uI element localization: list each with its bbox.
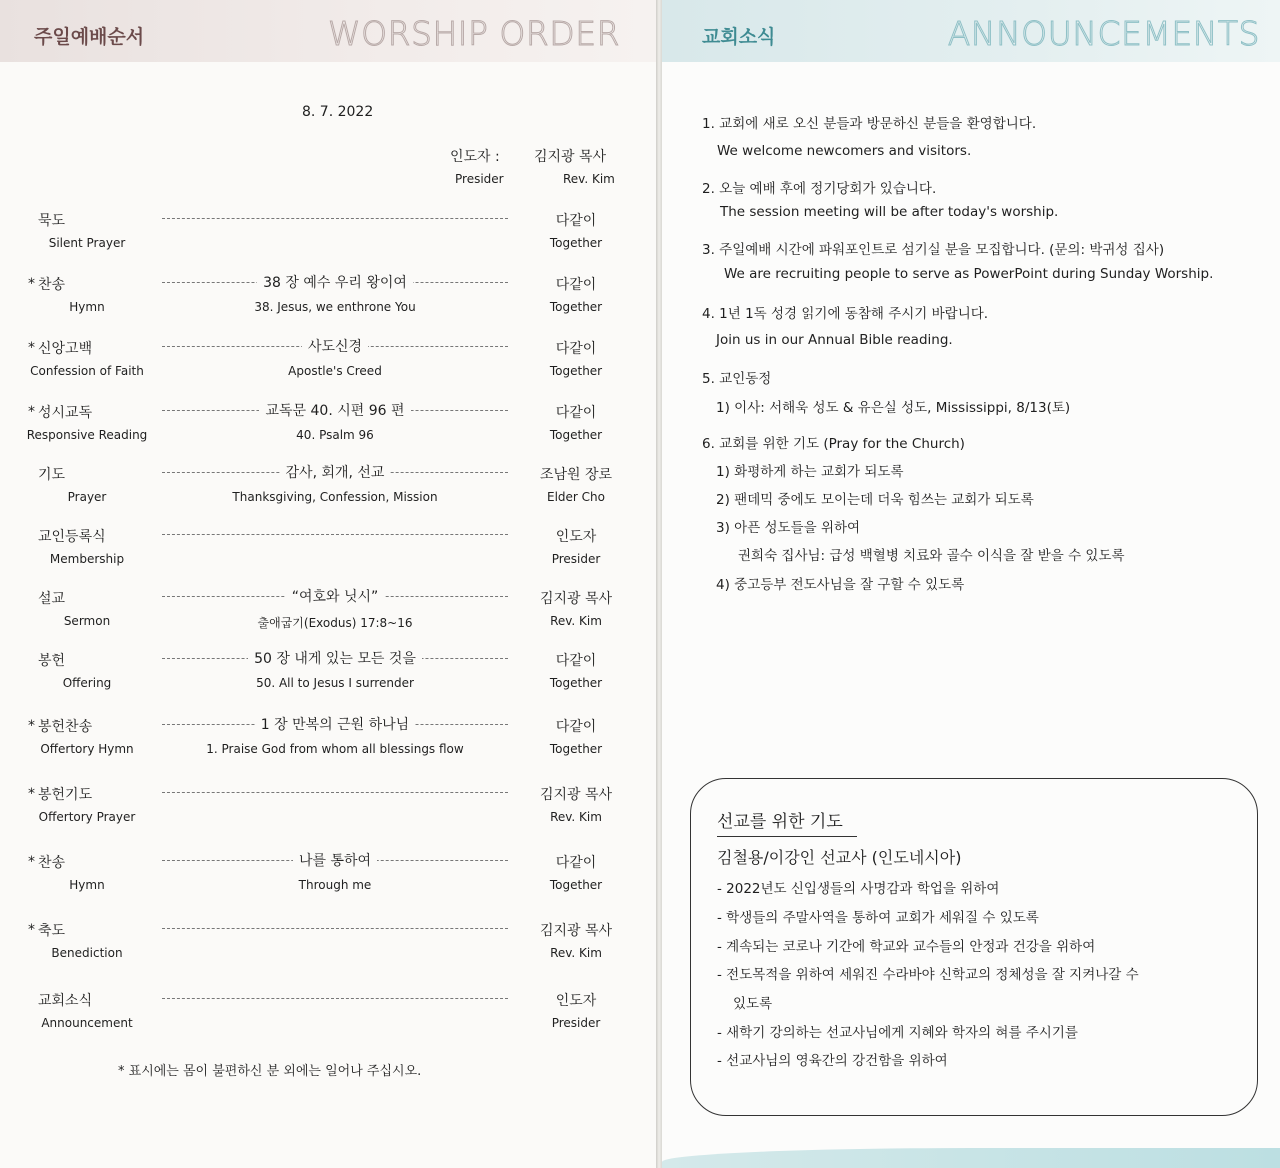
announcement-line: We are recruiting people to serve as PowerPoint during Sunday Worship.	[724, 266, 1214, 282]
order-label-en: Prayer	[67, 490, 107, 504]
order-label-en: Responsive Reading	[26, 428, 148, 442]
order-detail-ko	[162, 272, 508, 292]
worship-order-header	[0, 0, 656, 62]
stand-marker: *	[28, 276, 35, 292]
order-detail-ko-text: 감사, 회개, 선교	[280, 465, 391, 481]
mission-prayer-item: - 학생들의 주말사역을 통하여 교회가 세워질 수 있도록	[717, 910, 1039, 926]
order-detail-ko-text: 38 장 예수 우리 왕이여	[257, 275, 413, 291]
order-label-ko: 묵도	[38, 213, 66, 229]
order-label-ko: 봉헌	[38, 653, 66, 669]
dashed-leader	[162, 218, 508, 219]
order-detail-ko	[162, 648, 508, 668]
order-item	[0, 274, 656, 334]
mission-prayer-item: 있도록	[733, 996, 773, 1012]
order-detail-en: 50. All to Jesus I surrender	[256, 676, 414, 690]
order-item	[0, 920, 656, 980]
order-label-en: Membership	[49, 552, 125, 566]
order-label-en: Offertory Prayer	[38, 810, 136, 824]
order-leader-en: Together	[549, 878, 603, 892]
order-item	[0, 338, 656, 398]
order-leader-en: Together	[549, 236, 603, 250]
announcement-line: We welcome newcomers and visitors.	[717, 143, 972, 159]
presider-name-en: Rev. Kim	[563, 172, 615, 186]
order-leader-ko: 인도자	[555, 529, 597, 545]
order-leader-en: Together	[549, 742, 603, 756]
header-title-en: ANNOUNCEMENTS	[947, 14, 1260, 53]
order-detail-en: Through me	[298, 878, 372, 892]
order-detail-ko	[162, 714, 508, 734]
order-label-en: Benediction	[51, 946, 123, 960]
order-detail-ko-text: 50 장 내게 있는 모든 것을	[248, 651, 422, 667]
order-label-ko: 신앙고백	[38, 341, 93, 357]
stand-marker: *	[28, 854, 35, 870]
decorative-wave	[662, 1148, 1280, 1168]
order-leader-en: Together	[549, 676, 603, 690]
announcement-line: 2. 오늘 예배 후에 정기당회가 있습니다.	[702, 181, 937, 197]
order-leader-ko: 인도자	[555, 993, 597, 1009]
order-leader-en: Rev. Kim	[550, 810, 602, 824]
announcement-line: 3. 주일예배 시간에 파워포인트로 섬기실 분을 모집합니다. (문의: 박귀성 집사)	[702, 242, 1165, 258]
mission-prayer-item: - 전도목적을 위하여 세워진 수라바야 신학교의 정체성을 잘 지켜나갈 수	[717, 967, 1139, 983]
presider-name-ko: 김지광 목사	[534, 149, 607, 165]
order-label-en: Confession of Faith	[30, 364, 144, 378]
order-item	[0, 402, 656, 462]
order-label-ko: 봉헌기도	[38, 787, 93, 803]
order-leader-ko: 다같이	[555, 855, 597, 871]
order-label-ko: 찬송	[38, 855, 66, 871]
mission-prayer-item: - 계속되는 코로나 기간에 학교와 교수들의 안정과 건강을 위하여	[717, 939, 1096, 955]
header-title-en: WORSHIP ORDER	[327, 14, 620, 53]
announcement-line: 4. 1년 1독 성경 읽기에 동참해 주시기 바랍니다.	[702, 306, 989, 322]
order-detail-ko	[162, 400, 508, 420]
announcement-line: 1. 교회에 새로 오신 분들과 방문하신 분들을 환영합니다.	[702, 116, 1037, 132]
order-leader-ko: 다같이	[555, 277, 597, 293]
order-leader-en: Elder Cho	[547, 490, 605, 504]
mission-prayer-subtitle: 김철용/이강인 선교사 (인도네시아)	[717, 848, 962, 867]
order-label-ko: 성시교독	[38, 405, 93, 421]
order-detail-ko	[162, 462, 508, 482]
header-title-ko: 주일예배순서	[34, 26, 145, 48]
order-leader-ko: 김지광 목사	[539, 591, 613, 607]
presider-label-ko: 인도자 :	[450, 149, 500, 165]
order-detail-en: 출애굽기(Exodus) 17:8~16	[257, 616, 413, 630]
mission-prayer-box	[690, 778, 1258, 1116]
announcement-line: Join us in our Annual Bible reading.	[716, 332, 953, 348]
stand-marker: *	[28, 340, 35, 356]
mission-prayer-item: - 2022년도 신입생들의 사명감과 학업을 위하여	[717, 881, 1000, 897]
order-leader-en: Rev. Kim	[550, 946, 602, 960]
announcement-line: The session meeting will be after today's worship.	[720, 204, 1059, 220]
announcements-header	[662, 0, 1280, 62]
order-label-en: Silent Prayer	[48, 236, 126, 250]
order-leader-ko: 다같이	[555, 719, 597, 735]
announcement-line: 4) 중고등부 전도사님을 잘 구할 수 있도록	[716, 577, 965, 593]
order-label-ko: 봉헌찬송	[38, 719, 93, 735]
order-item	[0, 210, 656, 270]
order-detail-ko	[162, 586, 508, 606]
order-label-en: Hymn	[69, 300, 105, 314]
announcement-line: 권희숙 집사님: 급성 백혈병 치료와 골수 이식을 잘 받을 수 있도록	[738, 548, 1125, 564]
order-leader-ko: 다같이	[555, 653, 597, 669]
order-leader-ko: 다같이	[555, 341, 597, 357]
order-item	[0, 588, 656, 648]
order-leader-en: Presider	[551, 1016, 601, 1030]
order-item	[0, 650, 656, 710]
order-label-ko: 설교	[38, 591, 66, 607]
dashed-leader	[162, 792, 508, 793]
mission-prayer-title: 선교를 위한 기도	[717, 807, 857, 837]
stand-marker: *	[28, 404, 35, 420]
order-label-ko: 교회소식	[38, 993, 93, 1009]
order-leader-en: Together	[549, 428, 603, 442]
order-item	[0, 716, 656, 776]
order-detail-en: 40. Psalm 96	[296, 428, 374, 442]
dashed-leader	[162, 998, 508, 999]
announcement-line: 1) 이사: 서해욱 성도 & 유은실 성도, Mississippi, 8/13(토)	[716, 400, 1071, 416]
order-item	[0, 852, 656, 912]
order-detail-ko	[162, 850, 508, 870]
announcement-line: 5. 교인동정	[702, 371, 772, 387]
order-detail-en: 1. Praise God from whom all blessings flow	[206, 742, 464, 756]
order-label-ko: 축도	[38, 923, 66, 939]
service-date: 8. 7. 2022	[302, 104, 374, 120]
stand-marker: *	[28, 718, 35, 734]
order-item	[0, 990, 656, 1050]
order-leader-ko: 김지광 목사	[539, 787, 613, 803]
order-detail-ko-text: 1 장 만복의 근원 하나님	[255, 717, 415, 733]
order-leader-ko: 다같이	[555, 213, 597, 229]
dashed-leader	[162, 534, 508, 535]
announcement-line: 3) 아픈 성도들을 위하여	[716, 520, 861, 536]
order-label-ko: 찬송	[38, 277, 66, 293]
order-label-en: Sermon	[63, 614, 111, 628]
order-detail-ko-text: 사도신경	[302, 339, 368, 355]
mission-prayer-item: - 새학기 강의하는 선교사님에게 지혜와 학자의 혀를 주시기를	[717, 1025, 1078, 1041]
order-item	[0, 526, 656, 586]
order-leader-en: Together	[549, 364, 603, 378]
stand-marker: *	[28, 786, 35, 802]
order-label-en: Announcement	[41, 1016, 133, 1030]
presider-label-en: Presider	[455, 172, 504, 186]
order-detail-ko	[162, 336, 508, 356]
order-label-en: Offertory Hymn	[40, 742, 134, 756]
order-leader-en: Together	[549, 300, 603, 314]
order-leader-ko: 김지광 목사	[539, 923, 613, 939]
order-label-ko: 기도	[38, 467, 66, 483]
order-detail-en: Thanksgiving, Confession, Mission	[232, 490, 438, 504]
order-detail-ko-text: 나를 통하여	[293, 853, 377, 869]
announcement-line: 6. 교회를 위한 기도 (Pray for the Church)	[702, 436, 965, 452]
order-detail-ko-text: “여호와 닛시”	[286, 589, 385, 605]
stand-marker: *	[28, 922, 35, 938]
header-title-ko: 교회소식	[702, 26, 776, 48]
order-detail-en: Apostle's Creed	[288, 364, 382, 378]
order-detail-ko-text: 교독문 40. 시편 96 편	[259, 403, 410, 419]
announcements-page	[662, 0, 1280, 1168]
order-label-en: Offering	[62, 676, 112, 690]
order-item	[0, 464, 656, 524]
order-leader-en: Rev. Kim	[550, 614, 602, 628]
announcement-line: 1) 화평하게 하는 교회가 되도록	[716, 464, 904, 480]
dashed-leader	[162, 928, 508, 929]
mission-prayer-item: - 선교사님의 영육간의 강건함을 위하여	[717, 1053, 948, 1069]
order-detail-en: 38. Jesus, we enthrone You	[254, 300, 416, 314]
standing-note: * 표시에는 몸이 불편하신 분 외에는 일어나 주십시오.	[118, 1064, 422, 1079]
order-leader-en: Presider	[551, 552, 601, 566]
order-leader-ko: 다같이	[555, 405, 597, 421]
announcement-line: 2) 팬데믹 중에도 모이는데 더욱 힘쓰는 교회가 되도록	[716, 492, 1034, 508]
order-label-ko: 교인등록식	[38, 529, 106, 545]
order-item	[0, 784, 656, 844]
order-label-en: Hymn	[69, 878, 105, 892]
order-leader-ko: 조남원 장로	[539, 467, 613, 483]
